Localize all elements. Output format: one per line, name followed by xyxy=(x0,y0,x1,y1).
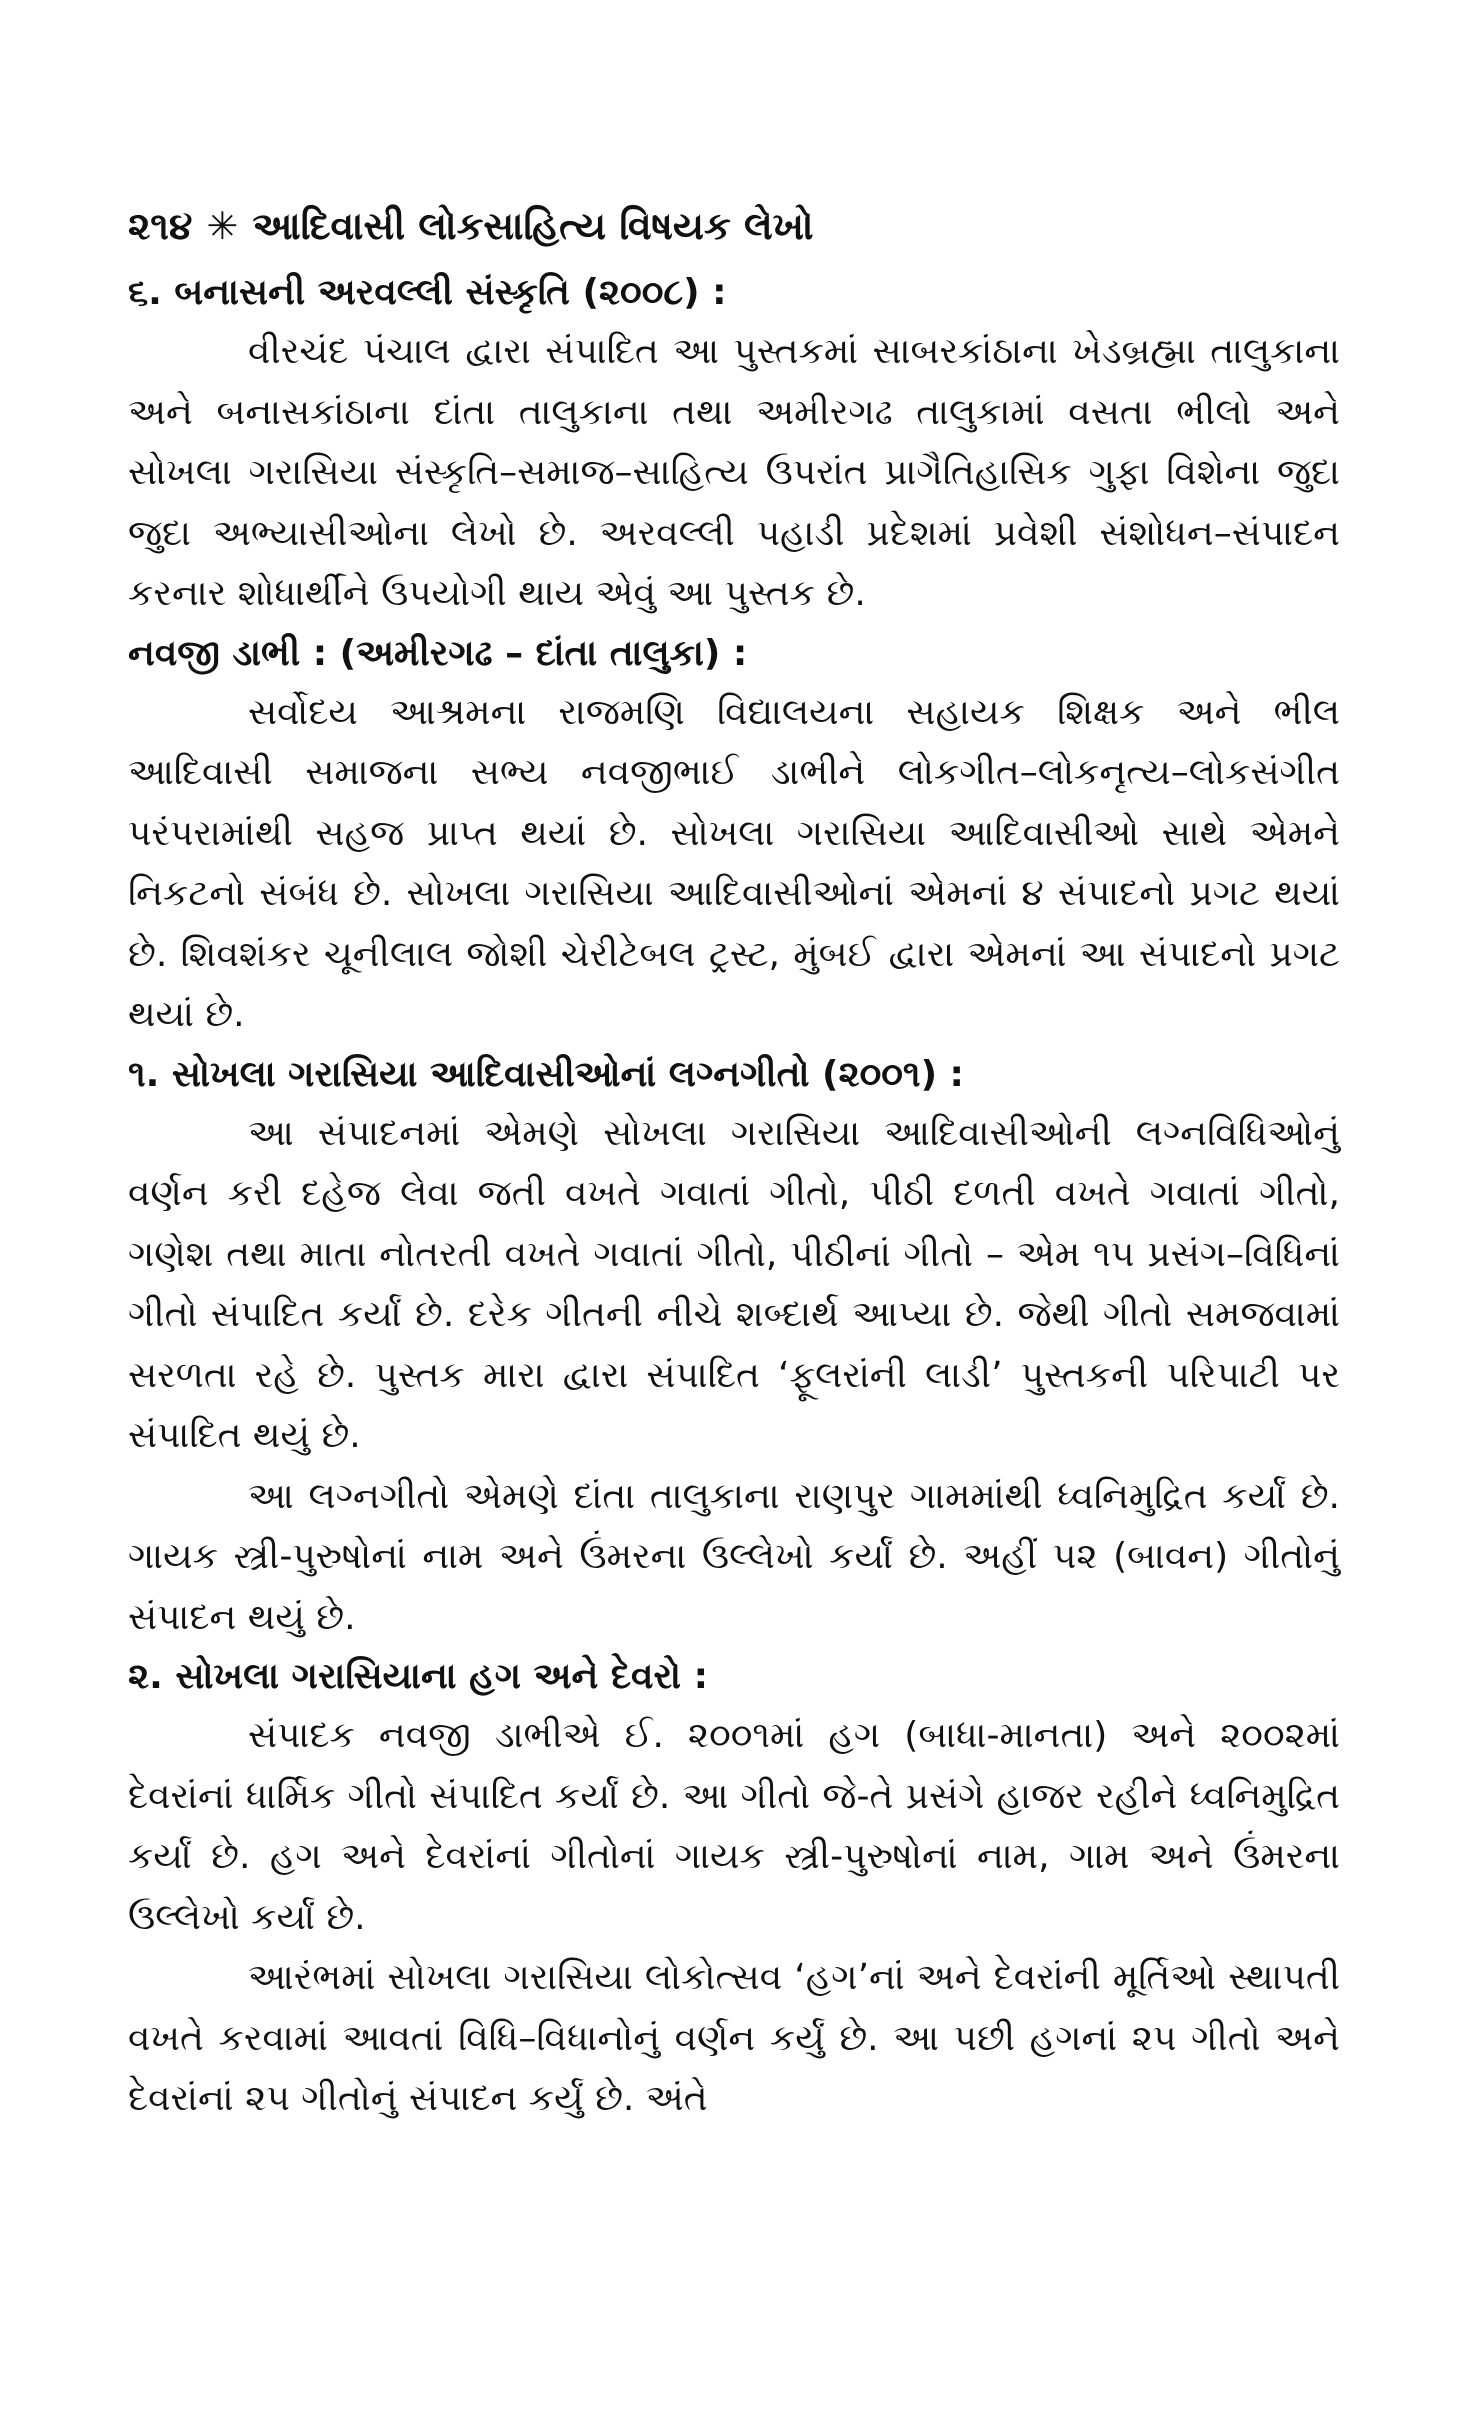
page-content xyxy=(128,196,1340,2130)
running-header xyxy=(128,196,1340,256)
paragraph-lagnageeto-1: આ સંપાદનમાં એમણે સોખલા ગરાસિયા આદિવાસીઓની લગ્નવિધિઓનું વર્ણન કરી દહેજ લેવા જતી વખતે ગવાતાં ગીતો, પીઠી દળતી વખતે ગવાતાં ગીતો, ગણેશ તથા માતા નોતરતી વખતે ગવાતાં ગીતો, પીઠીનાં ગીતો – એમ ૧૫ પ્રસંગ–વિધિનાં ગીતો સંપાદિત કર્યાં છે. દરેક ગીતની નીચે શબ્દાર્થ આપ્યા છે. જેથી ગીતો સમજવામાં સરળતા રહે છે. પુસ્તક મારા દ્વારા સંપાદિત ‘ફૂલરાંની લાડી’ પુસ્તકની પરિપાટી પર સંપાદિત થયું છે. xyxy=(128,1112,1340,1456)
section-heading-banas: ૬. બનાસની અરવલ્લી સંસ્કૃતિ (૨૦૦૮) : xyxy=(128,272,727,313)
paragraph-hag-devro-1: સંપાદક નવજી ડાભીએ ઈ. ૨૦૦૧માં હગ (બાધા-માનતા) અને ૨૦૦૨માં દેવરાંનાં ધાર્મિક ગીતો સંપાદિત કર્યાં છે. આ ગીતો જે-તે પ્રસંગે હાજર રહીને ધ્વનિમુદ્રિત કર્યાં છે. હગ અને દેવરાંનાં ગીતોનાં ગાયક સ્ત્રી-પુરુષોનાં નામ, ગામ અને ઉંમરના ઉલ્લેખો કર્યાં છે. xyxy=(128,1715,1340,1938)
book-title: આદિવાસી લોકસાહિત્ય વિષયક લેખો xyxy=(252,204,814,248)
page-number: ૨૧૪ xyxy=(128,204,193,248)
section-heading-navji-dabhi: નવજી ડાભી : (અમીરગઢ – દાંતા તાલુકા) : xyxy=(128,632,748,674)
section-heading-lagnageeto: ૧. સોખલા ગરાસિયા આદિવાસીઓનાં લગ્નગીતો (૨૦૦૧) : xyxy=(128,1053,964,1095)
asterisk-icon: ✳ xyxy=(206,204,239,248)
section-heading-hag-devro: ૨. સોખલા ગરાસિયાના હગ અને દેવરો : xyxy=(128,1656,708,1697)
paragraph-lagnageeto-2: આ લગ્નગીતો એમણે દાંતા તાલુકાના રાણપુર ગામમાંથી ધ્વનિમુદ્રિત કર્યાં છે. ગાયક સ્ત્રી-પુરુષોનાં નામ અને ઉંમરના ઉલ્લેખો કર્યાં છે. અહીં ૫૨ (બાવન) ગીતોનું સંપાદન થયું છે. xyxy=(128,1475,1340,1638)
paragraph-hag-devro-2: આરંભમાં સોખલા ગરાસિયા લોકોત્સવ ‘હગ’નાં અને દેવરાંની મૂર્તિઓ સ્થાપતી વખતે કરવામાં આવતાં વિધિ–વિધાનોનું વર્ણન કર્યું છે. આ પછી હગનાં ૨૫ ગીતો અને દેવરાંનાં ૨૫ ગીતોનું સંપાદન કર્યું છે. અંતે xyxy=(128,1957,1340,2119)
paragraph-navji-dabhi: સર્વોદય આશ્રમના રાજમણિ વિદ્યાલયના સહાયક શિક્ષક અને ભીલ આદિવાસી સમાજના સભ્ય નવજીભાઈ ડાભીને લોકગીત–લોકનૃત્ય–લોકસંગીત પરંપરામાંથી સહજ પ્રાપ્ત થયાં છે. સોખલા ગરાસિયા આદિવાસીઓ સાથે એમને નિકટનો સંબંધ છે. સોખલા ગરાસિયા આદિવાસીઓનાં એમનાં ૪ સંપાદનો પ્રગટ થયાં છે. શિવશંકર ચૂનીલાલ જોશી ચેરીટેબલ ટ્રસ્ટ, મુંબઈ દ્વારા એમનાં આ સંપાદનો પ્રગટ થયાં છે. xyxy=(128,691,1340,1035)
paragraph-banas: વીરચંદ પંચાલ દ્વારા સંપાદિત આ પુસ્તકમાં સાબરકાંઠાના ખેડબ્રહ્મા તાલુકાના અને બનાસકાંઠાના દાંતા તાલુકાના તથા અમીરગઢ તાલુકામાં વસતા ભીલો અને સોખલા ગરાસિયા સંસ્કૃતિ–સમાજ–સાહિત્ય ઉપરાંત પ્રાગૈતિહાસિક ગુફા વિશેના જુદા જુદા અભ્યાસીઓના લેખો છે. અરવલ્લી પહાડી પ્રદેશમાં પ્રવેશી સંશોધન–સંપાદન કરનાર શોધાર્થીને ઉપયોગી થાય એવું આ પુસ્તક છે. xyxy=(128,331,1340,614)
